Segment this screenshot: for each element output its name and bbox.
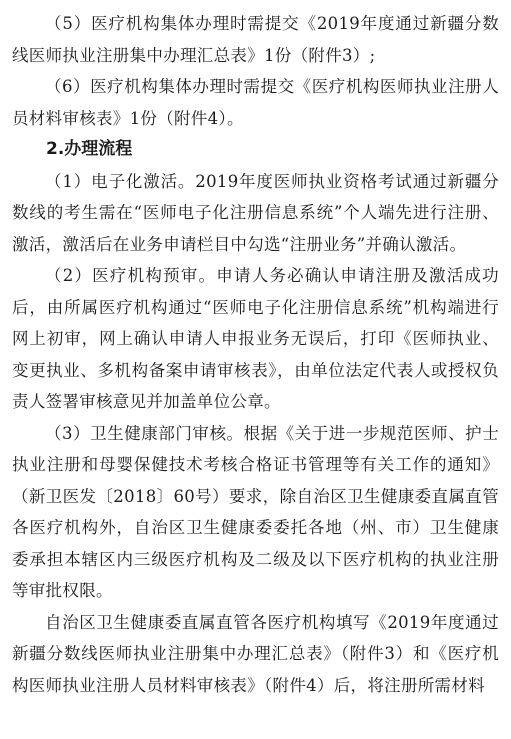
paragraph-attachment-3: （5）医疗机构集体办理时需提交《2019年度通过新疆分数线医师执业注册集中办理汇总表》1份（附件3）;	[12, 14, 499, 65]
paragraph-direct-institutions: 自治区卫生健康委直属直管各医疗机构填写《2019年度通过新疆分数线医师执业注册集中办理汇总表》（附件3）和《医疗机构医师执业注册人员材料审核表》（附件4）后，将注册所需材料	[12, 612, 499, 695]
section-heading-process: 2.办理流程	[46, 139, 133, 159]
paragraph-attachment-4: （6）医疗机构集体办理时需提交《医疗机构医师执业注册人员材料审核表》1份（附件4）。	[12, 77, 499, 128]
paragraph-electronic-activation: （1）电子化激活。2019年度医师执业资格考试通过新疆分数线的考生需在“医师电子化注册信息系统”个人端先进行注册、激活，激活后在业务申请栏目中勾选“注册业务”并确认激活。	[12, 171, 499, 254]
paragraph-health-department-review: （3）卫生健康部门审核。根据《关于进一步规范医师、护士执业注册和母婴保健技术考核合格证书管理等有关工作的通知》（新卫医发〔2018〕60号）要求，除自治区卫生健康委直属直管各医疗机构外，自治区卫生健康委委托各地（州、市）卫生健康委承担本辖区内三级医疗机构及二级及以下医疗机构的执业注册等审批权限。	[12, 423, 499, 600]
paragraph-pre-review: （2）医疗机构预审。申请人务必确认申请注册及激活成功后，由所属医疗机构通过“医师电子化注册信息系统”机构端进行网上初审，网上确认申请人申报业务无误后，打印《医师执业、变更执业、多机构备案申请审核表》，由单位法定代表人或授权负责人签署审核意见并加盖单位公章。	[12, 266, 499, 411]
